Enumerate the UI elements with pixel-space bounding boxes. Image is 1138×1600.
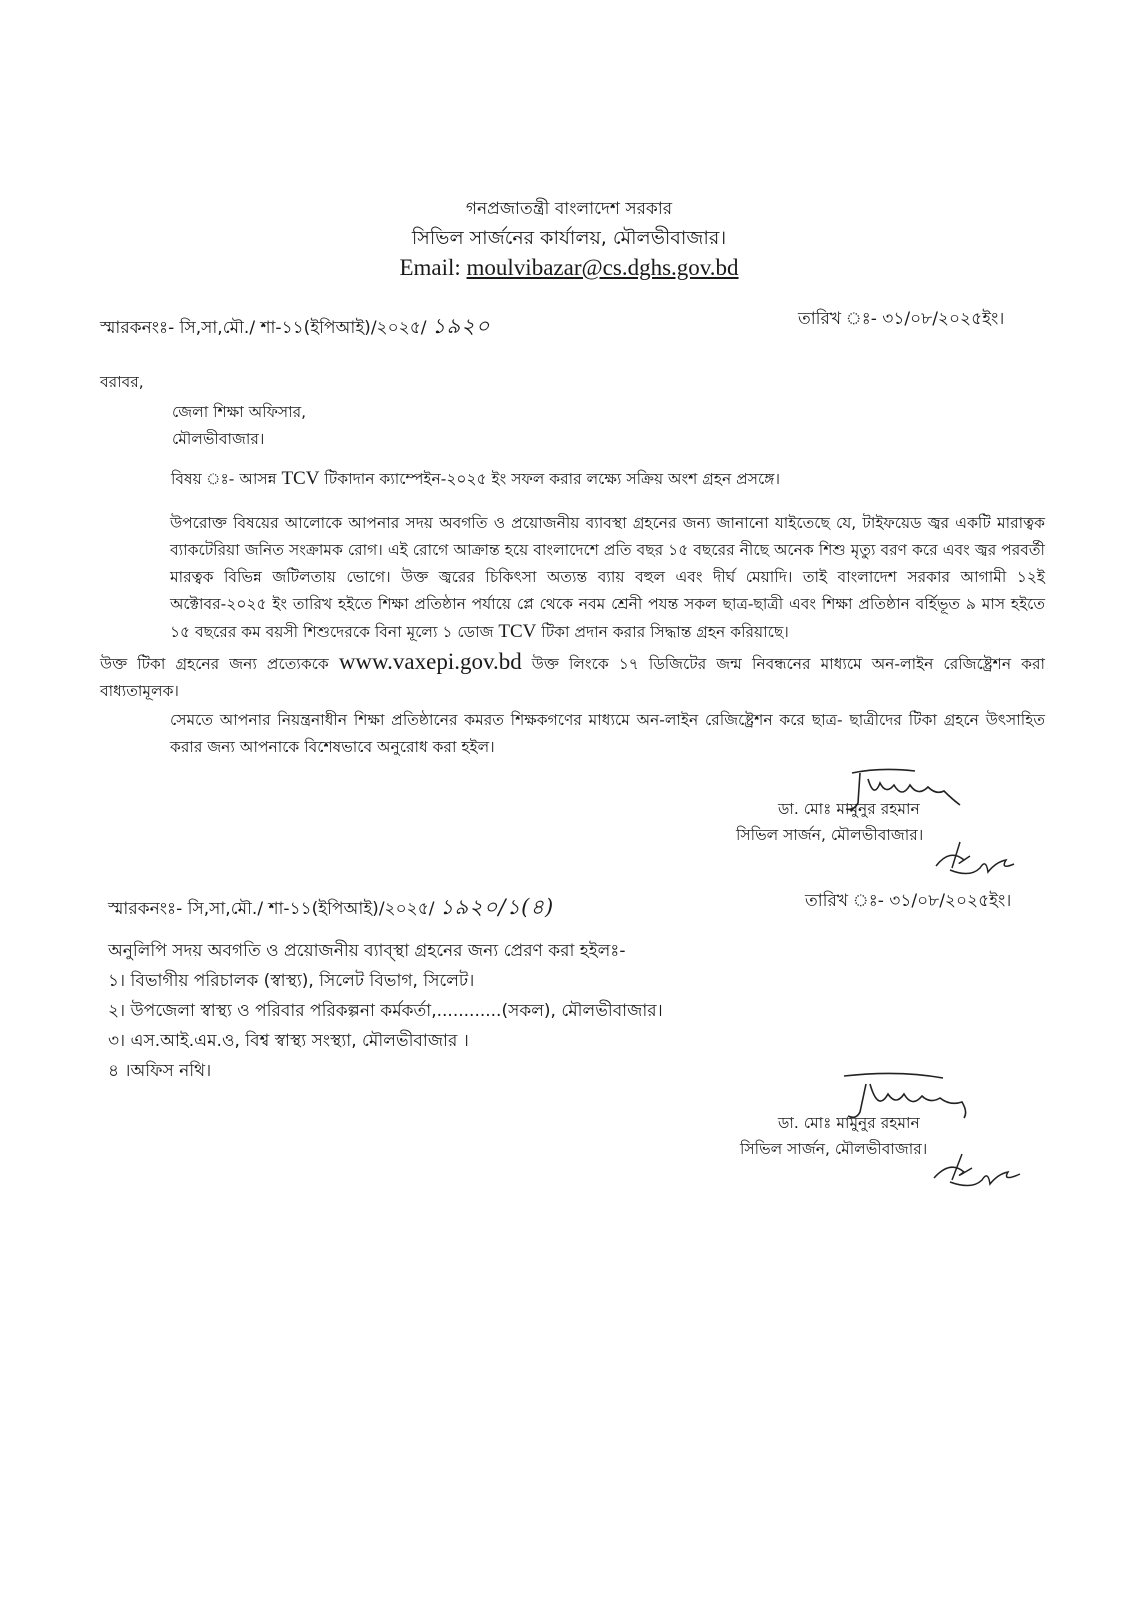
- copy-memo-handwritten: ১৯২০/১(৪): [439, 895, 555, 919]
- registration-url[interactable]: www.vaxepi.gov.bd: [338, 649, 522, 674]
- office-email: [0, 255, 1138, 281]
- signatory-1: [736, 796, 924, 848]
- copy-item: ৪ ।অফিস নথি।: [108, 1061, 212, 1081]
- body-p2-end: উক্ত লিংকে ১৭ ডিজিটের জন্ম নিবন্ধনের মাধ্যমে অন-লাইন রেজিষ্ট্রেশন করা বাধ্যতামূলক।: [100, 655, 1045, 700]
- email-label: Email:: [399, 255, 467, 280]
- body-p1-tcv: TCV: [498, 621, 537, 642]
- copy-item: ১। বিভাগীয় পরিচালক (স্বাস্থ্য), সিলেট বিভাগ, সিলেট।: [108, 971, 475, 991]
- subject-line: [171, 467, 780, 493]
- signatory-2-title: সিভিল সার্জন, মৌলভীবাজার।: [740, 1140, 928, 1158]
- letter-body: [100, 510, 1045, 761]
- email-link[interactable]: moulvibazar@cs.dghs.gov.bd: [466, 255, 739, 280]
- initials-image-1: [930, 838, 1020, 880]
- subject-tcv: TCV: [281, 468, 320, 489]
- body-p1-end: টিকা প্রদান করার সিদ্ধান্ত গ্রহন করিয়াছে।: [536, 623, 789, 641]
- body-paragraph-1: [100, 510, 1045, 646]
- recipient-title: জেলা শিক্ষা অফিসার,: [172, 403, 307, 421]
- signatory-1-name: ডা. মোঃ মামুনুর রহমান: [778, 800, 920, 818]
- salutation: বরাবর,: [100, 373, 144, 391]
- copy-item: ৩। এস.আই.এম.ও, বিশ্ব স্বাস্থ্য সংস্থ্যা, মৌলভীবাজার ।: [108, 1031, 469, 1051]
- body-paragraph-2: [100, 648, 1045, 705]
- signatory-2-name: ডা. মোঃ মামুনুর রহমান: [778, 1114, 920, 1132]
- memo-number-prefix: স্মারকনংঃ- সি,সা,মৌ./ শা-১১(ইপিআই)/২০২৫/: [100, 318, 432, 338]
- memo-date: তারিখ ঃ- ৩১/০৮/২০২৫ইং।: [798, 309, 1005, 329]
- copy-list: [108, 936, 663, 1086]
- copy-memo-number: [108, 891, 554, 926]
- office-name: সিভিল সার্জনের কার্যালয়, মৌলভীবাজার।: [411, 227, 727, 249]
- memo-number: [100, 310, 490, 345]
- initials-image-2: [928, 1148, 1028, 1194]
- subject-prefix: বিষয় ঃ- আসন্ন: [171, 470, 282, 488]
- body-p2-start: উক্ত টিকা গ্রহনের জন্য প্রত্যেককে: [100, 655, 339, 673]
- body-p1-text: উপরোক্ত বিষয়ের আলোকে আপনার সদয় অবগতি ও প্রয়োজনীয় ব্যাবস্থা গ্রহনের জন্য জানানো যাইতেছে যে, টাইফয়েড জ্বর একটি মারাত্বক ব্যাকটেরিয়া জনিত সংক্রামক রোগ। এই রোগে আক্রান্ত হয়ে বাংলাদেশে প্রতি বছর ১৫ বছরের নীছে অনেক শিশু মৃত্যু বরণ করে এবং জ্বর পরবর্তী মারত্বক বিভিন্ন জটিলতায় ভোগে। উক্ত জ্বরের চিকিৎসা অত্যন্ত ব্যায় বহুল এবং দীর্ঘ মেয়াদি। তাই বাংলাদেশ সরকার আগামী ১২ই অক্টোবর-২০২৫ ইং তারিখ হইতে শিক্ষা প্রতিষ্ঠান পর্যায়ে প্লে থেকে নবম শ্রেনী পযন্ত সকল ছাত্র-ছাত্রী এবং শিক্ষা প্রতিষ্ঠান বর্হিভূত ৯ মাস হইতে ১৫ বছরের কম বয়সী শিশুদেরকে বিনা মূল্যে ১ ডোজ: [170, 514, 1045, 641]
- copy-intro: অনুলিপি সদয় অবগতি ও প্রয়োজনীয় ব্যাব্স্থা গ্রহনের জন্য প্রেরণ করা হইলঃ-: [108, 941, 626, 961]
- copy-item: ২। উপজেলা স্বাস্থ্য ও পরিবার পরিকল্পনা কর্মকর্তা,............(সকল), মৌলভীবাজার।: [108, 1001, 663, 1021]
- govt-title: গনপ্রজাতন্ত্রী বাংলাদেশ সরকার: [465, 199, 673, 219]
- subject-rest: টিকাদান ক্যাম্পেইন-২০২৫ ইং সফল করার লক্ষ্যে সক্রিয় অংশ গ্রহন প্রসঙ্গে।: [319, 470, 781, 488]
- body-paragraph-3: সেমতে আপনার নিয়ন্ত্রনাধীন শিক্ষা প্রতিষ্ঠানের কমরত শিক্ষকগণের মাধ্যমে অন-লাইন রেজিষ্ট্রেশন করে ছাত্র- ছাত্রীদের টিকা গ্রহনে উৎসাহিত করার জন্য আপনাকে বিশেষভাবে অনুরোধ করা হইল।: [170, 711, 1045, 756]
- copy-memo-prefix: স্মারকনংঃ- সি,সা,মৌ./ শা-১১(ইপিআই)/২০২৫/: [108, 899, 440, 919]
- copy-memo-date: তারিখ ঃ- ৩১/০৮/২০২৫ইং।: [805, 891, 1012, 911]
- signatory-1-title: সিভিল সার্জন, মৌলভীবাজার।: [736, 826, 924, 844]
- recipient-location: মৌলভীবাজার।: [172, 430, 265, 448]
- signatory-2: [740, 1110, 928, 1162]
- memo-number-handwritten: ১৯২০: [431, 314, 491, 338]
